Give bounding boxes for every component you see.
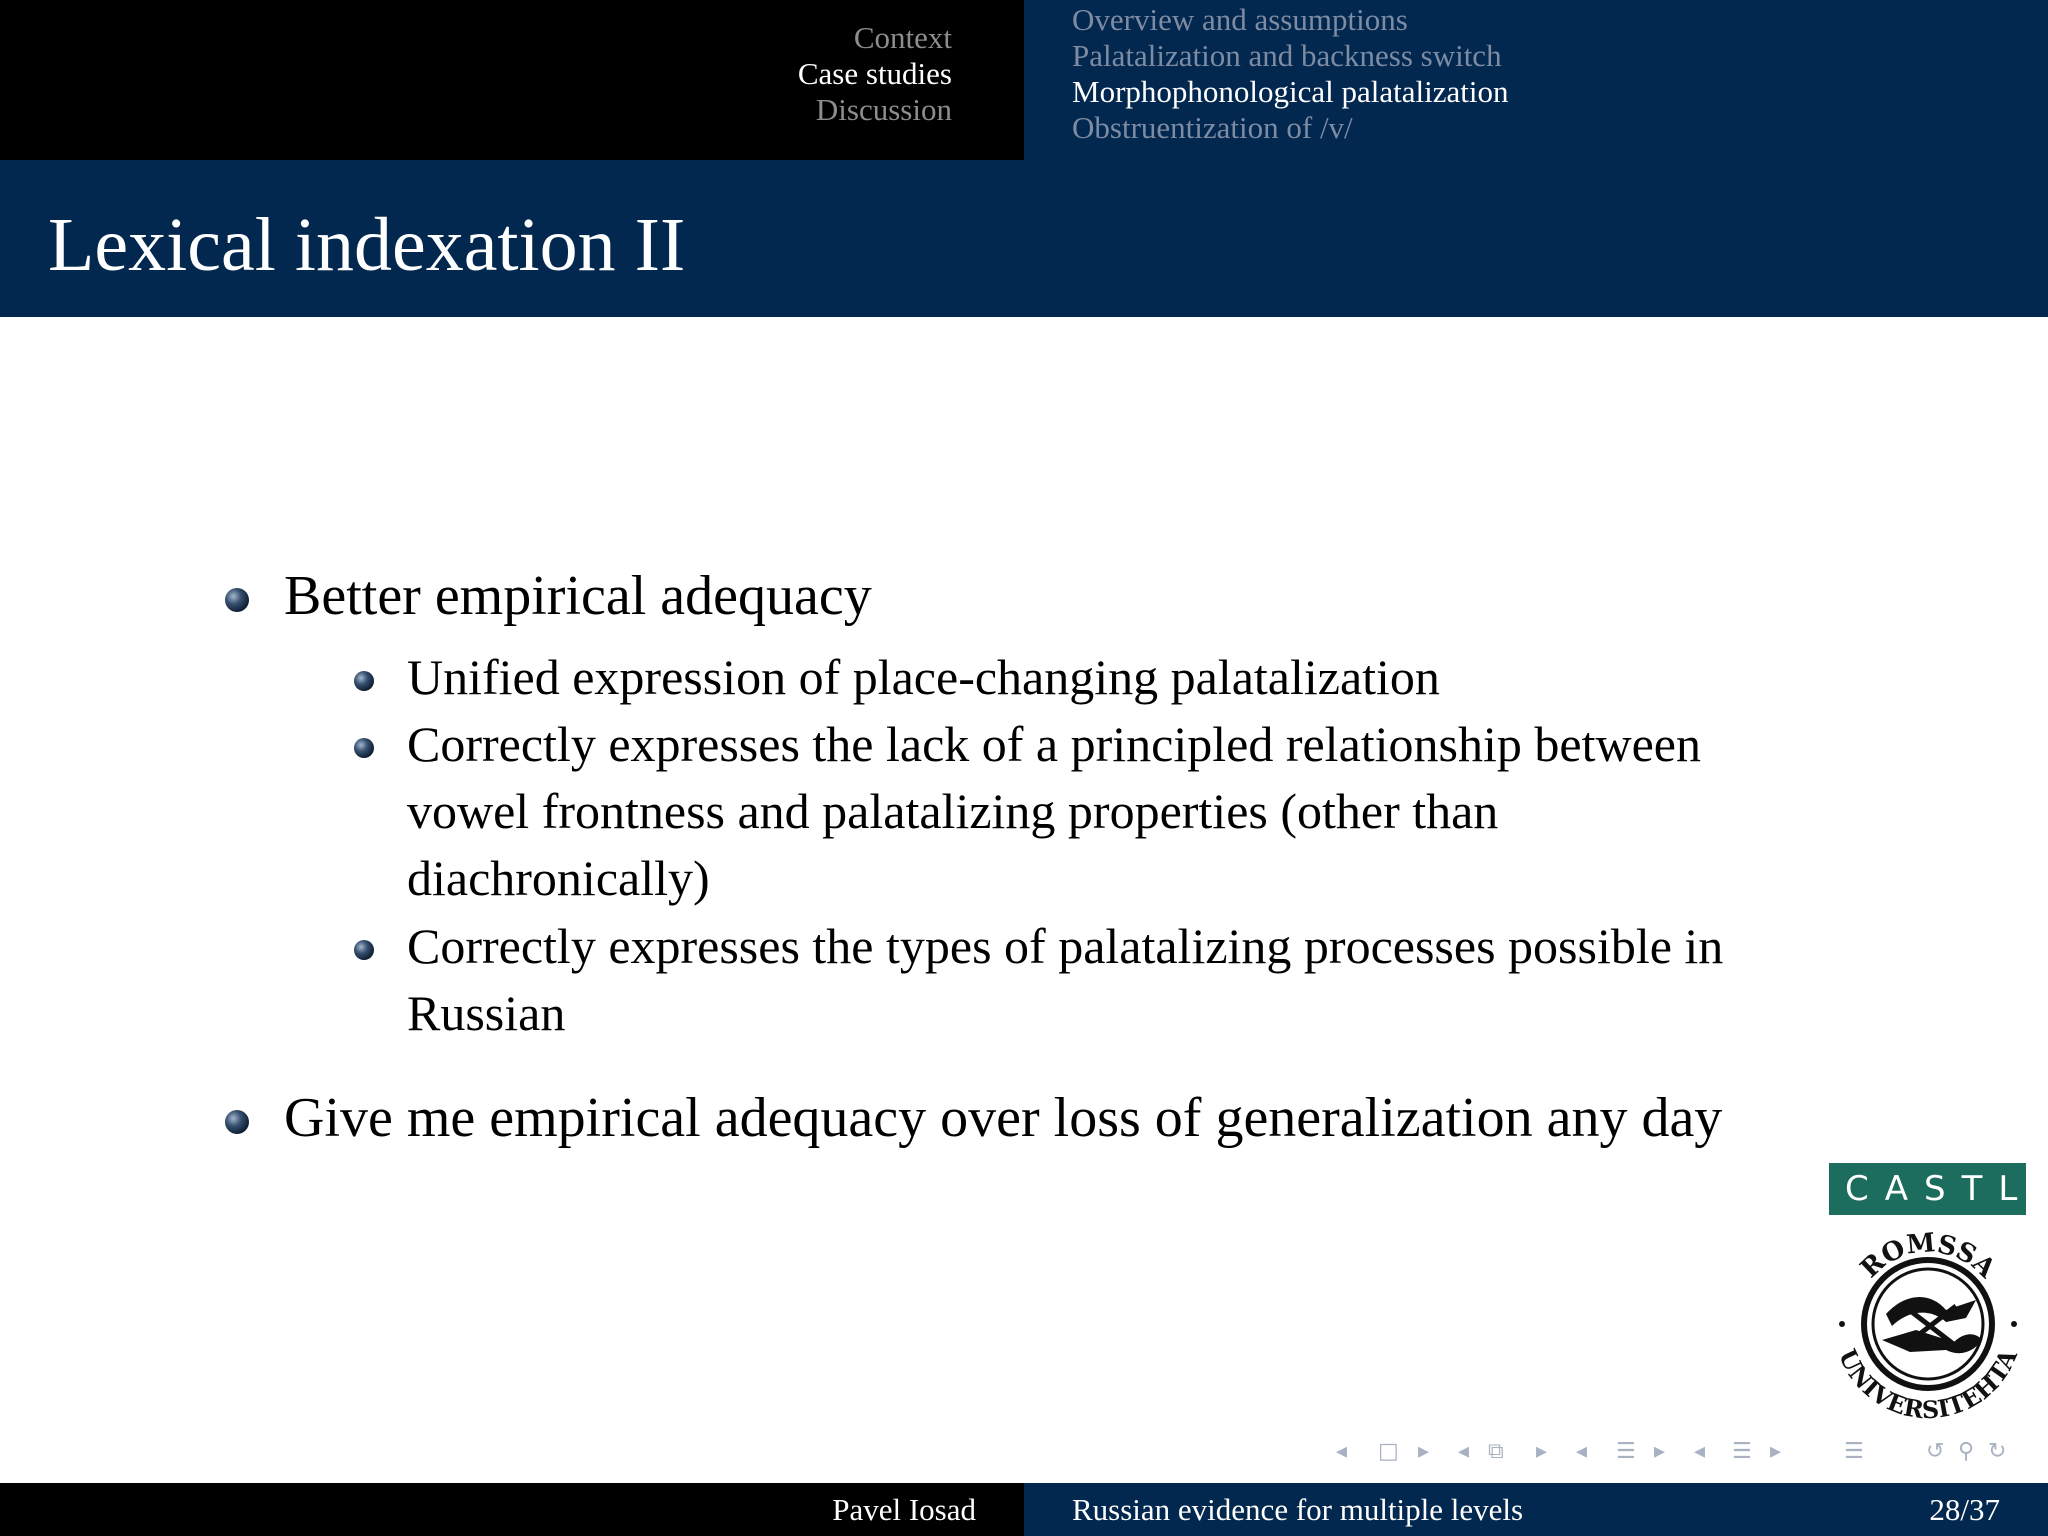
seal-top-text: ROMSSA: [1855, 1228, 2002, 1285]
undo-icon[interactable]: ↺: [1926, 1439, 1945, 1464]
arrow-left-icon[interactable]: ◂: [1576, 1439, 1588, 1464]
bullet-marker: [225, 1110, 249, 1134]
bullet-text: Better empirical adequacy: [284, 565, 872, 627]
bullet-marker: [225, 588, 249, 612]
svg-text:ROMSSA: [1855, 1228, 2002, 1285]
footer-page-number: 28/37: [1929, 1492, 2000, 1527]
subbullet-text-line: Correctly expresses the lack of a principled relationship between: [407, 716, 1701, 772]
subbullet-marker: [354, 940, 374, 960]
title-bar: [0, 160, 2048, 317]
footer-left: [0, 1483, 1024, 1536]
subsection-frames-icon[interactable]: ⧉: [1488, 1439, 1504, 1464]
subbullet-text-line: Russian: [407, 985, 566, 1041]
subbullet-text-line: diachronically): [407, 850, 710, 906]
arrow-left-icon[interactable]: ◂: [1694, 1439, 1706, 1464]
seal-bottom-text: UNIVERSITEHTA: [1832, 1344, 2023, 1425]
arrow-right-icon[interactable]: ▸: [1654, 1439, 1666, 1464]
nav-subsection-obstruentization[interactable]: Obstruentization of /v/: [1072, 110, 1353, 145]
nav-section-discussion[interactable]: Discussion: [815, 92, 952, 127]
nav-subsection-palatalization-backness[interactable]: Palatalization and backness switch: [1072, 38, 1502, 73]
castl-logo: CASTL: [1829, 1163, 2026, 1215]
redo-icon[interactable]: ↻: [1988, 1439, 2007, 1464]
nav-subsection-overview[interactable]: Overview and assumptions: [1072, 2, 1408, 37]
search-icon[interactable]: ⚲: [1958, 1439, 1975, 1464]
document-icon[interactable]: ☰: [1844, 1439, 1864, 1464]
bullet-text: Give me empirical adequacy over loss of generalization any day: [284, 1087, 1723, 1149]
frame-icon[interactable]: □: [1378, 1439, 1399, 1464]
subsection-navigation: [1024, 0, 2048, 160]
slide-title: Lexical indexation II: [48, 203, 686, 287]
svg-text:UNIVERSITEHTA: [1833, 1344, 2023, 1424]
subbullet-text-line: vowel frontness and palatalizing properties (other than: [407, 783, 1499, 839]
subbullet-text: Unified expression of place-changing palatalization: [407, 649, 1440, 705]
subsection-icon[interactable]: ☰: [1616, 1439, 1636, 1464]
university-seal-logo: [1826, 1222, 2030, 1426]
arrow-left-icon[interactable]: ◂: [1336, 1439, 1348, 1464]
footer-right: [1024, 1483, 2048, 1536]
arrow-right-icon[interactable]: ▸: [1770, 1439, 1782, 1464]
arrow-right-icon[interactable]: ▸: [1418, 1439, 1430, 1464]
beamer-navigation-controls: [1336, 1432, 2036, 1472]
nav-subsection-morphophonological[interactable]: Morphophonological palatalization: [1072, 74, 1509, 109]
subsection-list: [1072, 2, 1508, 146]
subbullet-marker: [354, 738, 374, 758]
section-list: [798, 20, 952, 128]
arrow-left-icon[interactable]: ◂: [1458, 1439, 1470, 1464]
nav-section-context[interactable]: Context: [853, 20, 952, 55]
footer-author: Pavel Iosad: [832, 1492, 976, 1527]
nav-section-case-studies[interactable]: Case studies: [797, 56, 952, 91]
footer-short-title: Russian evidence for multiple levels: [1072, 1492, 1524, 1527]
subbullet-marker: [354, 671, 374, 691]
subbullet-text-line: Correctly expresses the types of palatalizing processes possible in: [407, 918, 1724, 974]
section-navigation: [0, 0, 1024, 160]
arrow-right-icon[interactable]: ▸: [1536, 1439, 1548, 1464]
section-icon[interactable]: ☰: [1732, 1439, 1752, 1464]
